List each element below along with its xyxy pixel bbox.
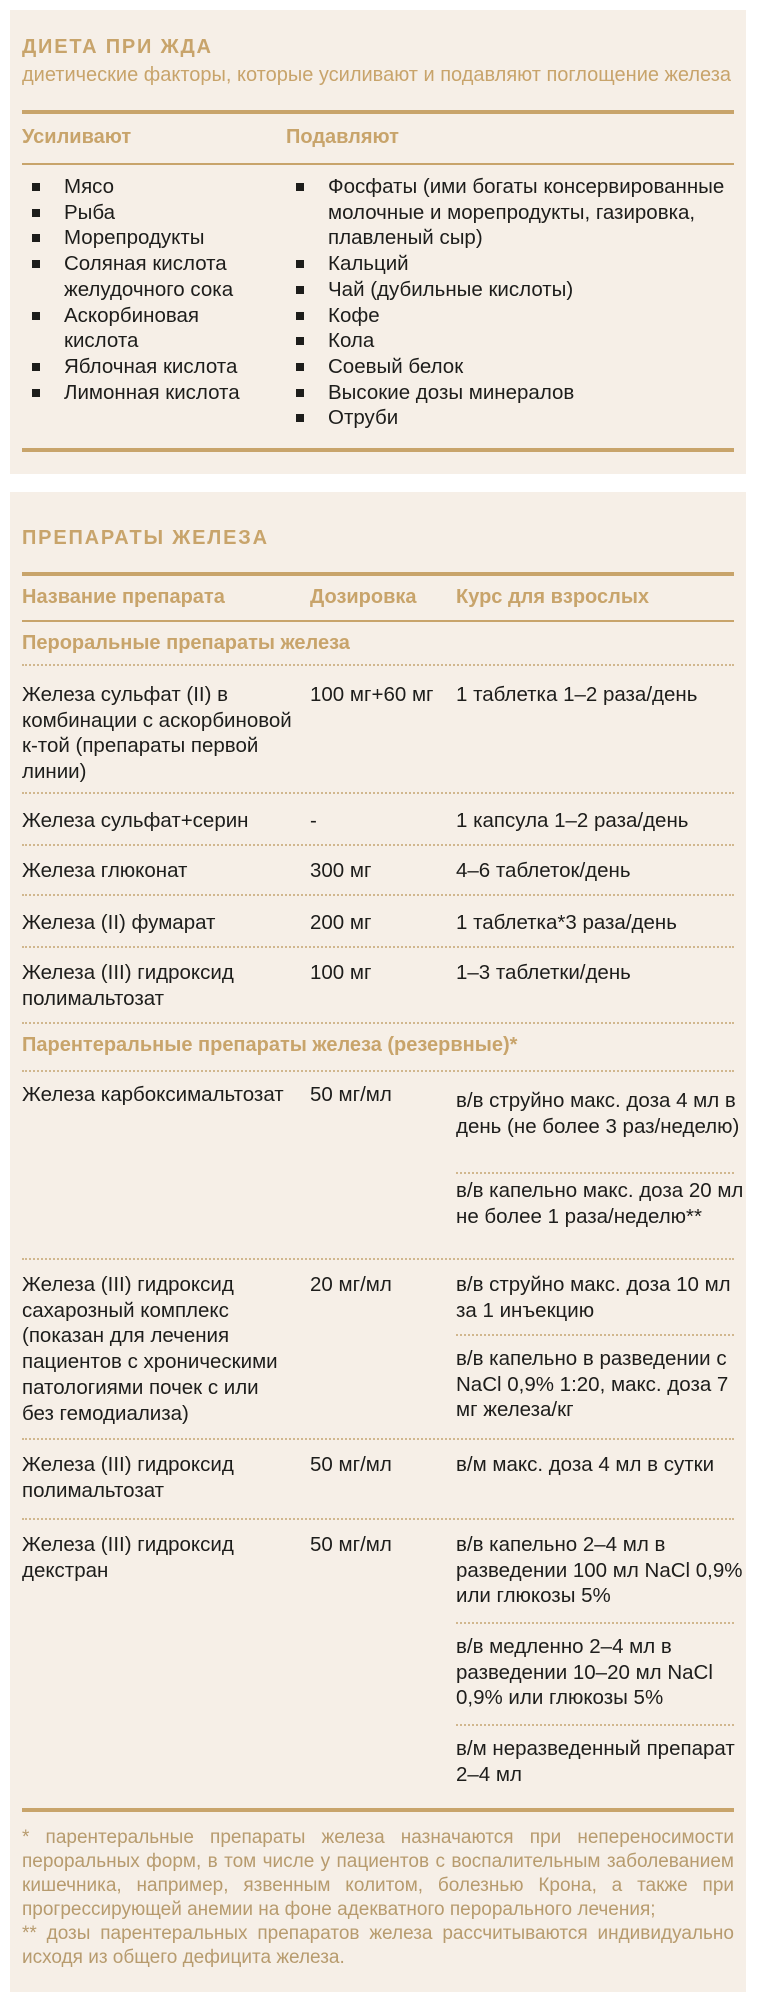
divider [22,664,734,666]
drug-dose: - [310,809,317,832]
drug-course: в/м неразведенный препарат 2–4 мл [456,1737,735,1786]
list-item: Аскорбиновая кислота [22,303,272,354]
col-course-header: Курс для взрослых [456,586,650,608]
drug-name: Железа сульфат+серин [22,809,249,832]
divider [22,894,734,896]
list-item: Чай (дубильные кислоты) [286,277,731,303]
drug-course: 1 капсула 1–2 раза/день [456,809,689,832]
list-item: Фосфаты (ими богаты консервированные молочные и морепродукты, газировка, плавленый сыр) [286,174,731,251]
drug-course: 1 таблетка*3 раза/день [456,911,677,934]
divider [456,1724,734,1726]
drugs-bottom-rule [22,1808,734,1812]
enhance-header: Усиливают [22,126,132,148]
divider [22,1518,734,1520]
drug-name: Железа (III) гидроксид полимальтозат [22,961,234,1010]
list-item: Мясо [22,174,272,200]
drug-course: в/в медленно 2–4 мл в разведении 10–20 мл NaCl 0,9% или глюкозы 5% [456,1635,713,1710]
drug-dose: 50 мг/мл [310,1083,392,1106]
list-item: Соевый белок [286,354,731,380]
drugs-header-rule [22,620,734,622]
diet-title: ДИЕТА ПРИ ЖДА [22,36,213,58]
list-item: Морепродукты [22,225,272,251]
drug-dose: 200 мг [310,911,372,934]
drug-course: в/в струйно макс. доза 4 мл в день (не более 3 раз/неделю) [456,1089,740,1138]
divider [22,1438,734,1440]
list-item: Кофе [286,303,731,329]
drug-course: 1 таблетка 1–2 раза/день [456,683,698,706]
drug-name: Железа (III) гидроксид декстран [22,1533,234,1582]
footnote-parenteral: * парентеральные препараты железа назначаются при непереносимости пероральных форм, в том числе у пациентов с воспалительным заболеванием кишечника, например, язвенным колитом, болезнью Крона, а также при прогрессирующей анемии на фоне адекватного перорального лечения; [22,1827,734,1920]
suppress-list [286,174,731,431]
drug-course: в/в струйно макс. доза 10 мл за 1 инъекцию [456,1273,731,1322]
diet-header-rule [22,163,734,165]
drugs-title: ПРЕПАРАТЫ ЖЕЛЕЗА [22,527,269,549]
drug-dose: 20 мг/мл [310,1273,392,1296]
list-item: Соляная кислота желудочного сока [22,251,272,302]
diet-subtitle: диетические факторы, которые усиливают и подавляют поглощение железа [22,64,732,86]
suppress-header: Подавляют [286,126,399,148]
drug-name: Железа глюконат [22,859,188,882]
diet-top-rule [22,110,734,114]
divider [456,1334,734,1336]
drug-dose: 50 мг/мл [310,1533,392,1556]
drug-name: Железа карбоксимальтозат [22,1083,284,1106]
drug-course: в/в капельно в разведении с NaCl 0,9% 1:20, макс. доза 7 мг железа/кг [456,1347,729,1422]
list-item: Рыба [22,200,272,226]
oral-subheader: Пероральные препараты железа [22,632,350,654]
divider [22,1022,734,1024]
list-item: Кальций [286,251,731,277]
drug-name: Железа сульфат (II) в комбинации с аскорбиновой к-той (препараты первой линии) [22,683,292,784]
drug-name: Железа (III) гидроксид сахарозный комплекс (показан для лечения пациентов с хроническими патологиями почек с или без гемодиализа) [22,1273,278,1425]
drug-name: Железа (III) гидроксид полимальтозат [22,1453,234,1502]
drug-course: 1–3 таблетки/день [456,961,631,984]
divider [22,844,734,846]
col-dose-header: Дозировка [310,586,417,608]
divider [456,1172,734,1174]
drug-dose: 100 мг [310,961,372,984]
drug-course: 4–6 таблеток/день [456,859,631,882]
list-item: Лимонная кислота [22,380,272,406]
drug-course: в/в капельно макс. доза 20 мл не более 1 раза/неделю** [456,1179,744,1228]
list-item: Кола [286,328,731,354]
drug-course: в/в капельно 2–4 мл в разведении 100 мл NaCl 0,9% или глюкозы 5% [456,1533,743,1608]
enhance-list [22,174,272,405]
footnote-dosage: ** дозы парентеральных препаратов железа рассчитываются индивидуально исходя из общего дефицита железа. [22,1923,734,1968]
drug-dose: 50 мг/мл [310,1453,392,1476]
list-item: Яблочная кислота [22,354,272,380]
divider [22,1070,734,1072]
drug-dose: 100 мг+60 мг [310,683,434,706]
drug-course: в/м макс. доза 4 мл в сутки [456,1453,715,1476]
divider [22,1258,734,1260]
list-item: Отруби [286,405,731,431]
drugs-top-rule [22,572,734,576]
divider [22,792,734,794]
diet-panel [10,10,746,474]
drug-name: Железа (II) фумарат [22,911,216,934]
parenteral-subheader: Парентеральные препараты железа (резервные)* [22,1034,518,1056]
drug-dose: 300 мг [310,859,372,882]
divider [22,946,734,948]
divider [456,1622,734,1624]
col-name-header: Название препарата [22,586,225,608]
list-item: Высокие дозы минералов [286,380,731,406]
drugs-panel [10,492,746,1992]
diet-bottom-rule [22,448,734,452]
